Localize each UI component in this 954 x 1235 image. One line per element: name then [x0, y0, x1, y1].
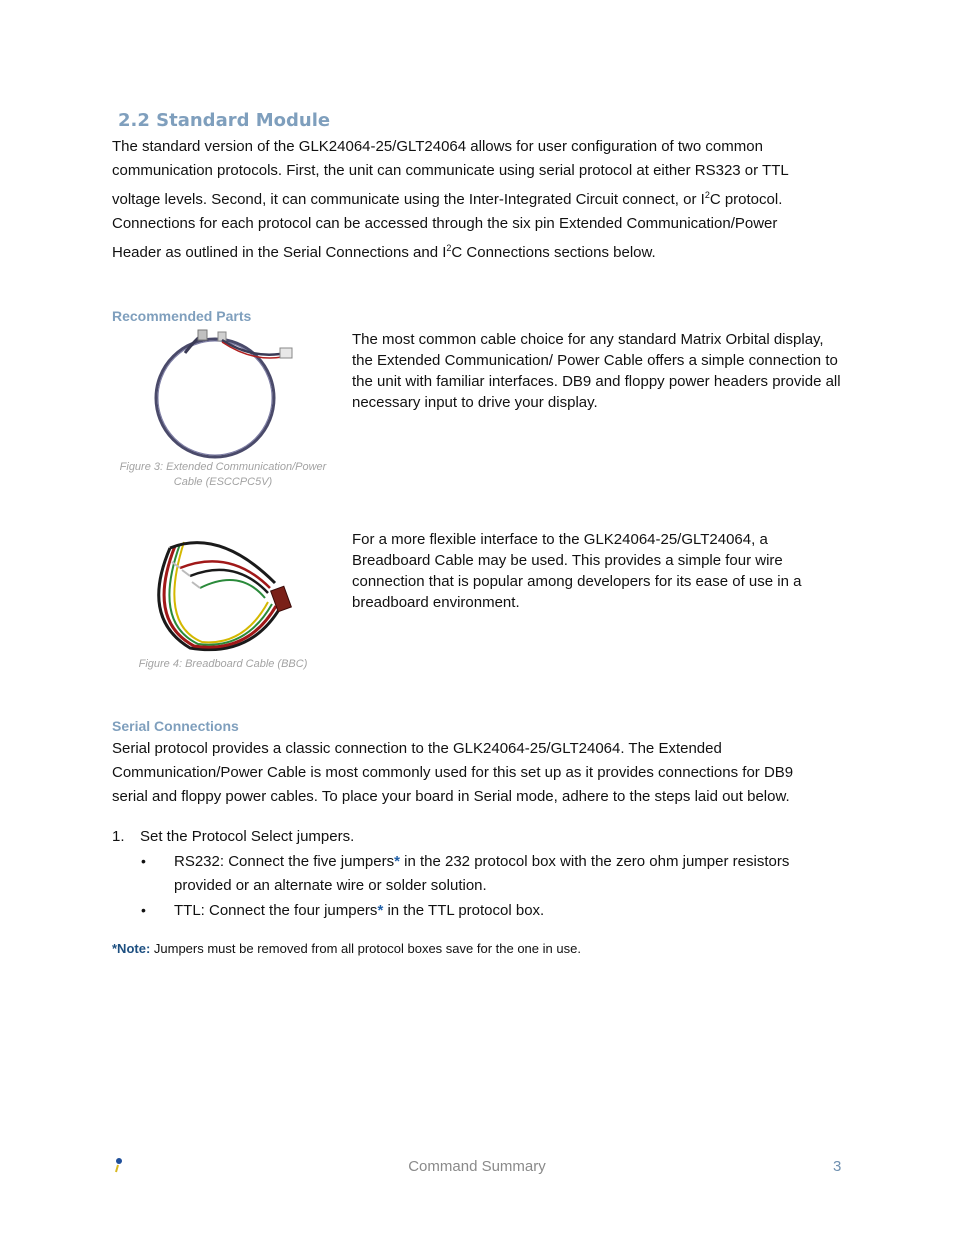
step-1-number: 1.: [112, 828, 125, 845]
bullet-2-text: TTL: Connect the four jumpers* in the TTL protocol box.: [174, 902, 545, 919]
breadboard-cable-image: [150, 528, 300, 656]
extended-communication-cable-image: [140, 328, 310, 463]
bullet-1-glyph: •: [141, 853, 146, 869]
intro-line-2: communication protocols. First, the unit can communicate using serial protocol at either RS323 or TTL: [112, 162, 789, 179]
part-2-description: For a more flexible interface to the GLK24064-25/GLT24064, a Breadboard Cable may be used. This provides a simple four wire connection that is popular among developers for its ease of use in a breadboard environment.: [352, 531, 802, 611]
footer-title: Command Summary: [408, 1158, 546, 1175]
intro-paragraph: [112, 135, 842, 265]
intro-line-5: Header as outlined in the Serial Connections and $I^2C$ Connections sections below.: [112, 243, 656, 261]
bullet-1-text: RS232: Connect the five jumpers* in the 232 protocol box with the zero ohm jumper resistors provided or an alternate wire or solder solution.: [174, 853, 790, 894]
intro-line-1: The standard version of the GLK24064-25/GLT24064 allows for user configuration of two common: [112, 138, 763, 155]
recommended-parts-heading: Recommended Parts: [112, 308, 252, 324]
serial-connections-heading: Serial Connections: [112, 718, 239, 734]
intro-line-4: Connections for each protocol can be accessed through the six pin Extended Communication/Power: [112, 215, 778, 232]
step-1-text: Set the Protocol Select jumpers.: [140, 828, 355, 845]
serial-paragraph: [112, 737, 842, 809]
bullet-2-glyph: •: [141, 902, 146, 918]
serial-line-1: Serial protocol provides a classic connection to the GLK24064-25/GLT24064. The Extended: [112, 740, 722, 757]
section-title: 2.2 Standard Module: [118, 110, 331, 131]
part-1-description: The most common cable choice for any standard Matrix Orbital display, the Extended Communication/ Power Cable offers a simple connection to the unit with familiar interfaces. DB9 and floppy power headers provide all necessary input to drive your display.: [352, 331, 841, 411]
figure-3-caption: Figure 3: Extended Communication/Power Cable (ESCCPC5V): [119, 461, 327, 488]
jumper-note: *Note: Jumpers must be removed from all protocol boxes save for the one in use.: [112, 941, 581, 956]
serial-line-3: serial and floppy power cables. To place your board in Serial mode, adhere to the steps laid out below.: [112, 788, 790, 805]
serial-line-2: Communication/Power Cable is most commonly used for this set up as it provides connections for DB9: [112, 764, 794, 781]
intro-line-3: voltage levels. Second, it can communicate using the Inter-Integrated Circuit connect, or $I^2C$ protocol.: [112, 190, 783, 208]
figure-4-caption: Figure 4: Breadboard Cable (BBC): [138, 658, 308, 670]
page-number: 3: [833, 1158, 842, 1175]
